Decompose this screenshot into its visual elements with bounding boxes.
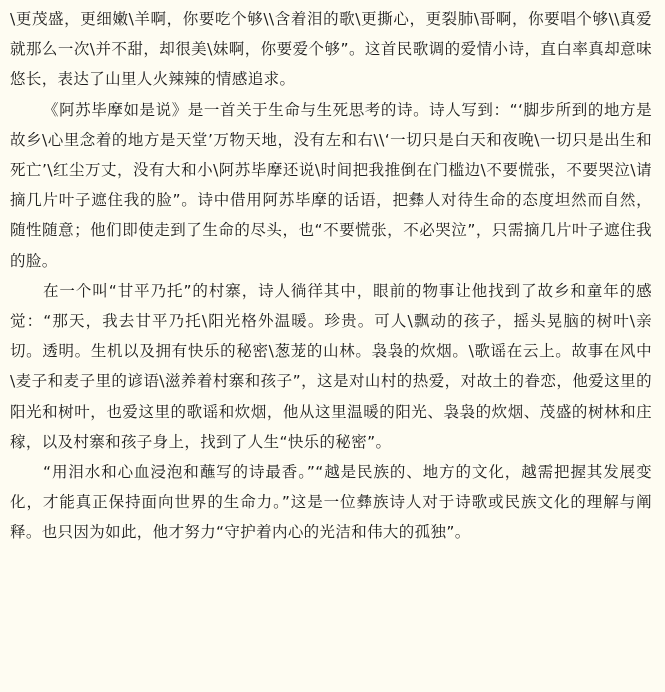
article-body — [10, 4, 652, 548]
paragraph-ganping-naituo: 在一个叫“甘平乃托”的村寨，诗人徜徉其中，眼前的物事让他找到了故乡和童年的感觉：“那天，我去甘平乃托\阳光格外温暖。珍贵。可人\飘动的孩子，摇头晃脑的树叶\亲切。透明。生机以及拥有快乐的秘密\葱茏的山林。袅袅的炊烟。\歌谣在云上。故事在风中\麦子和麦子里的谚语\滋养着村寨和孩子”，这是对山村的热爱，对故土的眷恋，他爱这里的阳光和树叶，也爱这里的歌谣和炊烟，他从这里温暖的阳光、袅袅的炊烟、茂盛的树林和庄稼，以及村寨和孩子身上，找到了人生“快乐的秘密”。 — [10, 281, 652, 451]
paragraph-asu-bimo: 《阿苏毕摩如是说》是一首关于生命与生死思考的诗。诗人写到：“‘脚步所到的地方是故乡\心里念着的地方是天堂’万物天地，没有左和右\\‘一切只是白天和夜晚\一切只是出生和死亡’\红尘万丈，没有大和小\阿苏毕摩还说\时间把我推倒在门槛边\不要慌张，不要哭泣\请摘几片叶子遮住我的脸”。诗中借用阿苏毕摩的话语，把彝人对待生命的态度坦然而自然，随性随意；他们即使走到了生命的尽头，也“不要慌张，不必哭泣”，只需摘几片叶子遮住我的脸。 — [10, 100, 652, 270]
paragraph-poetic-view: “用泪水和心血浸泡和蘸写的诗最香。”“越是民族的、地方的文化，越需把握其发展变化，才能真正保持面向世界的生命力。”这是一位彝族诗人对于诗歌或民族文化的理解与阐释。也只因为如此，他才努力“守护着内心的光洁和伟大的孤独”。 — [10, 463, 652, 542]
paragraph-love-poem: \更茂盛，更细嫩\羊啊，你要吃个够\\含着泪的歌\更撕心，更裂肺\哥啊，你要唱个够\\真爱就那么一次\并不甜，却很美\妹啊，你要爱个够”。这首民歌调的爱情小诗，直白率真却意味悠长，表达了山里人火辣辣的情感追求。 — [10, 10, 652, 89]
